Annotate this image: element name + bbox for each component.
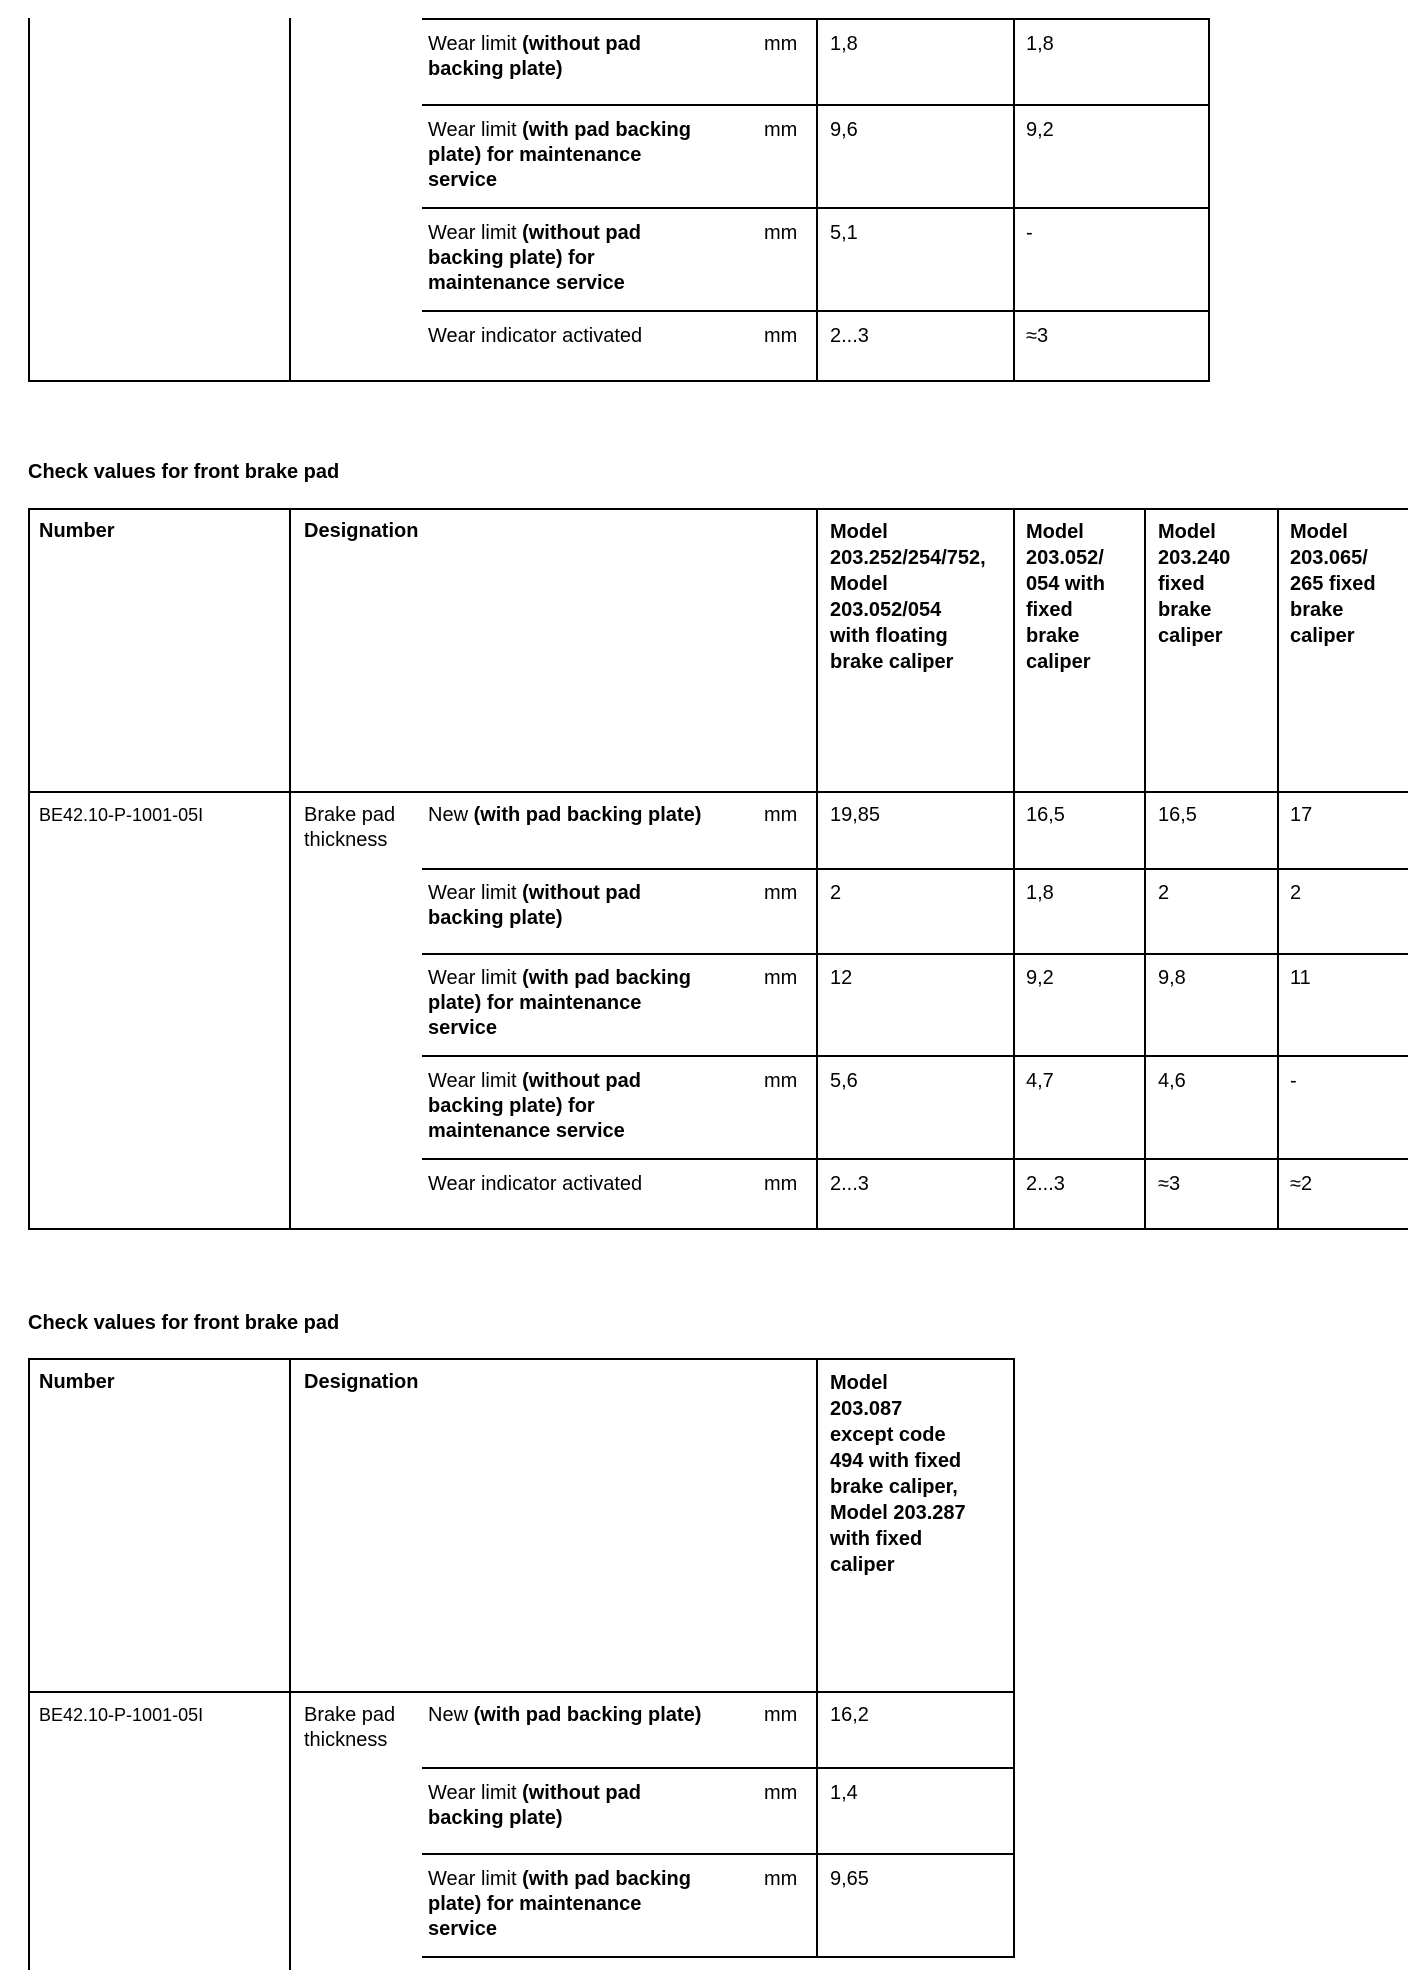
designation-text: Brake pad thickness bbox=[304, 1704, 396, 1751]
value-cell: 4,7 bbox=[1026, 1070, 1054, 1092]
row-label: Wear limit (without pad backing plate) for maintenance service bbox=[428, 1070, 641, 1142]
row-label: Wear limit (without pad backing plate) bbox=[428, 33, 641, 80]
table-border bbox=[816, 1358, 818, 1958]
column-header-model: Model 203.052/ 054 with fixed brake caliper bbox=[1026, 521, 1105, 673]
value-cell: 9,65 bbox=[830, 1868, 869, 1890]
row-label: Wear indicator activated bbox=[428, 325, 643, 347]
table-border bbox=[28, 18, 30, 382]
column-header-designation: Designation bbox=[304, 1371, 419, 1393]
table-border bbox=[422, 868, 1408, 870]
column-header-number: Number bbox=[39, 1371, 115, 1393]
table-border bbox=[28, 380, 1210, 382]
table-border bbox=[422, 310, 1210, 312]
column-header-number: Number bbox=[39, 520, 115, 542]
value-cell: - bbox=[1290, 1070, 1297, 1092]
value-cell: ≈2 bbox=[1290, 1173, 1313, 1195]
part-number: BE42.10-P-1001-05I bbox=[39, 805, 204, 825]
unit-label: mm bbox=[764, 804, 798, 826]
column-header-designation: Designation bbox=[304, 520, 419, 542]
table-border bbox=[1013, 18, 1015, 382]
value-cell: ≈3 bbox=[1026, 325, 1049, 347]
value-cell: 2 bbox=[830, 882, 842, 904]
table-border bbox=[28, 1358, 30, 1970]
table-border bbox=[28, 1691, 1015, 1693]
row-label: Wear indicator activated bbox=[428, 1173, 643, 1195]
table-border bbox=[289, 1358, 291, 1970]
value-cell: 4,6 bbox=[1158, 1070, 1186, 1092]
value-cell: 9,8 bbox=[1158, 967, 1186, 989]
value-cell: 9,2 bbox=[1026, 119, 1054, 141]
column-header-model: Model 203.065/ 265 fixed brake caliper bbox=[1290, 521, 1376, 647]
table-border bbox=[1208, 18, 1210, 382]
table-border bbox=[28, 508, 1408, 510]
value-cell: 5,6 bbox=[830, 1070, 858, 1092]
table-border bbox=[422, 1158, 1408, 1160]
value-cell: 17 bbox=[1290, 804, 1313, 826]
table-border bbox=[816, 18, 818, 382]
part-number: BE42.10-P-1001-05I bbox=[39, 1705, 204, 1725]
unit-label: mm bbox=[764, 33, 798, 55]
value-cell: 1,4 bbox=[830, 1782, 858, 1804]
table-border bbox=[28, 791, 1408, 793]
value-cell: 2...3 bbox=[830, 1173, 869, 1195]
value-cell: 16,5 bbox=[1026, 804, 1065, 826]
table-border bbox=[28, 508, 30, 1230]
table-border bbox=[422, 1055, 1408, 1057]
row-label: Wear limit (without pad backing plate) for maintenance service bbox=[428, 222, 641, 294]
row-label: Wear limit (with pad backing plate) for maintenance service bbox=[428, 119, 691, 191]
unit-label: mm bbox=[764, 882, 798, 904]
unit-label: mm bbox=[764, 222, 798, 244]
unit-label: mm bbox=[764, 119, 798, 141]
value-cell: 9,2 bbox=[1026, 967, 1054, 989]
value-cell: 19,85 bbox=[830, 804, 881, 826]
table-border bbox=[422, 1767, 1015, 1769]
value-cell: 1,8 bbox=[830, 33, 858, 55]
row-label: Wear limit (without pad backing plate) bbox=[428, 1782, 641, 1829]
value-cell: 12 bbox=[830, 967, 853, 989]
table-border bbox=[422, 1853, 1015, 1855]
value-cell: 1,8 bbox=[1026, 33, 1054, 55]
value-cell: 2 bbox=[1158, 882, 1170, 904]
row-label: Wear limit (without pad backing plate) bbox=[428, 882, 641, 929]
value-cell: 16,2 bbox=[830, 1704, 869, 1726]
table-border bbox=[28, 1228, 1408, 1230]
section-heading: Check values for front brake pad bbox=[28, 1312, 340, 1334]
unit-label: mm bbox=[764, 967, 798, 989]
unit-label: mm bbox=[764, 1704, 798, 1726]
value-cell: ≈3 bbox=[1158, 1173, 1181, 1195]
value-cell: - bbox=[1026, 222, 1033, 244]
column-header-model: Model 203.252/254/752, Model 203.052/054 with floating brake caliper bbox=[830, 521, 986, 673]
table-border bbox=[289, 508, 291, 1230]
table-border bbox=[422, 1956, 1015, 1958]
table-border bbox=[422, 18, 1210, 20]
value-cell: 1,8 bbox=[1026, 882, 1054, 904]
row-label: New (with pad backing plate) bbox=[428, 804, 702, 826]
table-border bbox=[28, 1358, 1015, 1360]
unit-label: mm bbox=[764, 1782, 798, 1804]
value-cell: 5,1 bbox=[830, 222, 858, 244]
value-cell: 16,5 bbox=[1158, 804, 1197, 826]
section-heading: Check values for front brake pad bbox=[28, 461, 340, 483]
table-border bbox=[422, 104, 1210, 106]
value-cell: 2...3 bbox=[1026, 1173, 1065, 1195]
value-cell: 9,6 bbox=[830, 119, 858, 141]
row-label: Wear limit (with pad backing plate) for maintenance service bbox=[428, 1868, 691, 1940]
table-border bbox=[422, 953, 1408, 955]
unit-label: mm bbox=[764, 1070, 798, 1092]
unit-label: mm bbox=[764, 325, 798, 347]
value-cell: 2...3 bbox=[830, 325, 869, 347]
value-cell: 2 bbox=[1290, 882, 1302, 904]
unit-label: mm bbox=[764, 1173, 798, 1195]
column-header-model: Model 203.087 except code 494 with fixed brake caliper, Model 203.287 with fixed caliper bbox=[830, 1372, 966, 1576]
row-label: New (with pad backing plate) bbox=[428, 1704, 702, 1726]
value-cell: 11 bbox=[1290, 967, 1311, 989]
table-border bbox=[289, 18, 291, 382]
designation-text: Brake pad thickness bbox=[304, 804, 396, 851]
table-border bbox=[422, 207, 1210, 209]
row-label: Wear limit (with pad backing plate) for maintenance service bbox=[428, 967, 691, 1039]
unit-label: mm bbox=[764, 1868, 798, 1890]
column-header-model: Model 203.240 fixed brake caliper bbox=[1158, 521, 1231, 647]
table-border bbox=[1013, 1358, 1015, 1958]
